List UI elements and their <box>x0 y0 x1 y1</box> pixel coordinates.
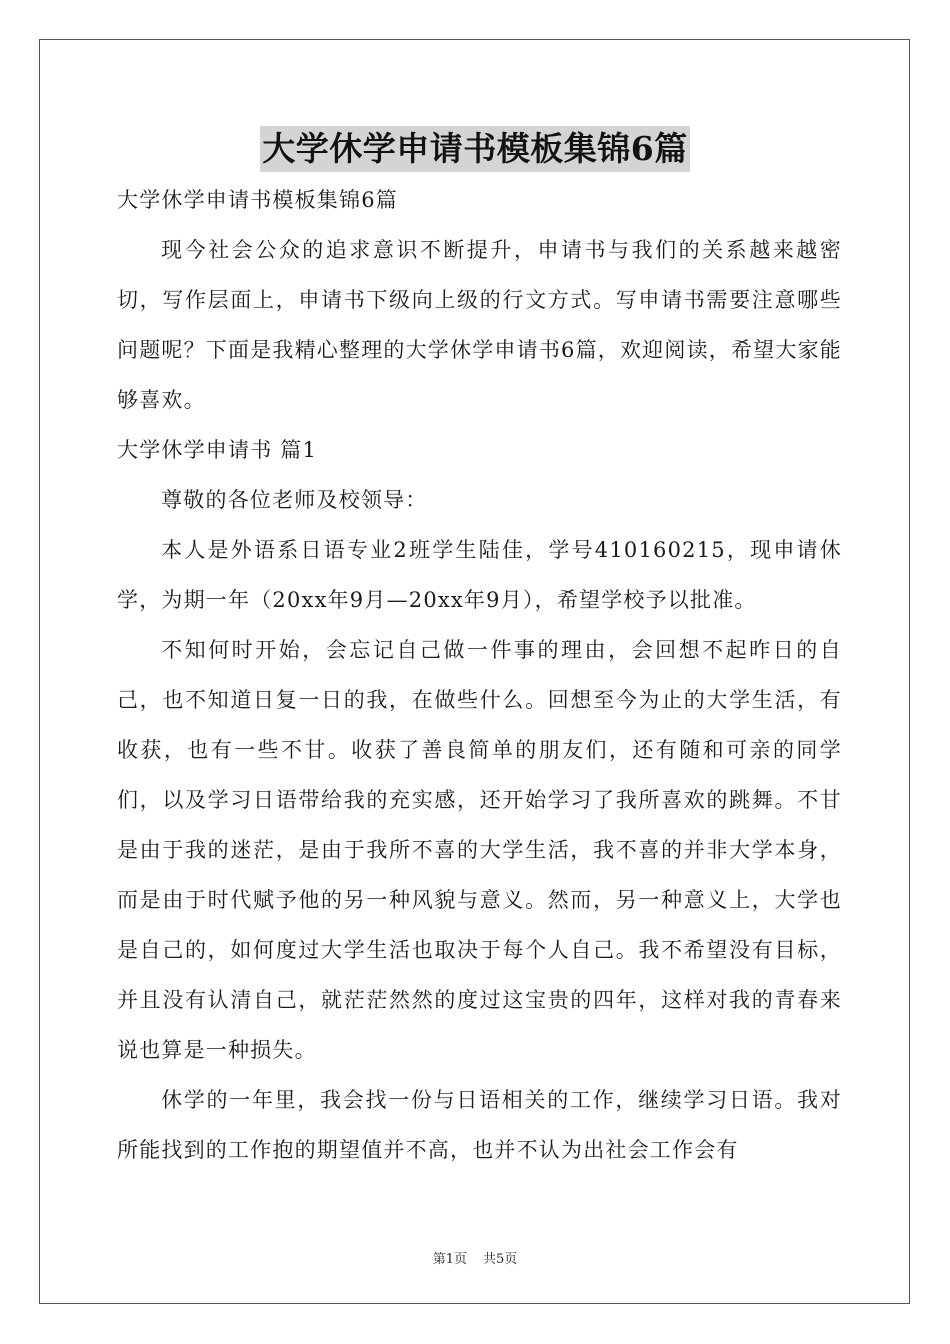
section-heading: 大学休学申请书 篇1 <box>117 438 318 462</box>
document-title-text: 大学休学申请书模板集锦6篇 <box>260 126 689 172</box>
document-body <box>117 175 842 1175</box>
document-title <box>0 126 950 172</box>
page-total: 共5页 <box>483 1252 518 1267</box>
salutation: 尊敬的各位老师及校领导： <box>161 488 428 512</box>
page-footer <box>0 1248 950 1267</box>
body-paragraph: 不知何时开始，会忘记自己做一件事的理由，会回想不起昨日的自己，也不知道日复一日的我，在做些什么。回想至今为止的大学生活，有收获，也有一些不甘。收获了善良简单的朋友们，还有随和可亲的同学们，以及学习日语带给我的充实感，还开始学习了我所喜欢的跳舞。不甘是由于我的迷茫，是由于我所不喜的大学生活，我不喜的并非大学本身，而是由于时代赋予他的另一种风貌与意义。然而，另一种意义上，大学也是自己的，如何度过大学生活也取决于每个人自己。我不希望没有目标，并且没有认清自己，就茫茫然然的度过这宝贵的四年，这样对我的青春来说也算是一种损失。 <box>117 638 842 1062</box>
subtitle: 大学休学申请书模板集锦6篇 <box>117 188 398 212</box>
intro-paragraph: 现今社会公众的追求意识不断提升，申请书与我们的关系越来越密切，写作层面上，申请书下级向上级的行文方式。写申请书需要注意哪些问题呢？下面是我精心整理的大学休学申请书6篇，欢迎阅读，希望大家能够喜欢。 <box>117 238 842 412</box>
page-number: 第1页 <box>432 1252 467 1267</box>
body-paragraph: 休学的一年里，我会找一份与日语相关的工作，继续学习日语。我对所能找到的工作抱的期望值并不高，也并不认为出社会工作会有 <box>117 1088 842 1162</box>
body-paragraph: 本人是外语系日语专业2班学生陆佳，学号410160215，现申请休学，为期一年（20xx年9月—20xx年9月），希望学校予以批准。 <box>117 538 842 612</box>
